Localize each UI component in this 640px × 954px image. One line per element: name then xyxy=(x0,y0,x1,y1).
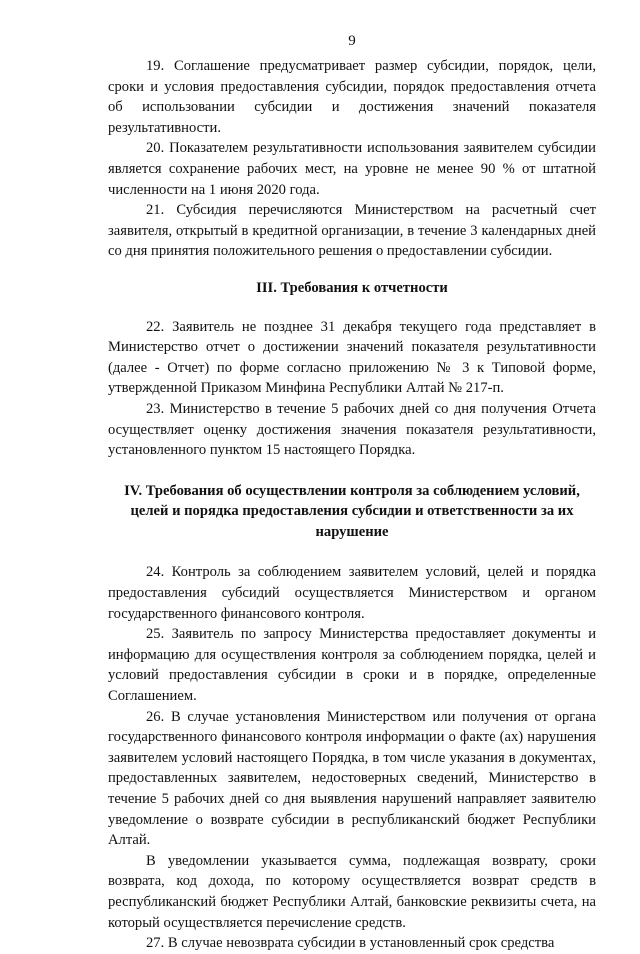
paragraph-19: 19. Соглашение предусматривает размер субсидии, порядок, цели, сроки и условия предоставления субсидии, порядок предоставления отчета об использовании субсидии и достижения значений показателя результативности. xyxy=(108,58,596,136)
paragraph-25: 25. Заявитель по запросу Министерства предоставляет документы и информацию для осуществления контроля за соблюдением порядка, целей и условий предоставления субсидии в сроки и в порядке, определенные Соглашением. xyxy=(108,626,596,705)
paragraph-21: 21. Субсидия перечисляются Министерством на расчетный счет заявителя, открытый в кредитной организации, в течение 3 календарных дней со дня принятия положительного решения о предоставлении субсидии. xyxy=(108,202,596,260)
section-4-heading xyxy=(108,481,596,543)
section-4-heading-line-2: целей и порядка предоставления субсидии и ответственности за их xyxy=(130,503,574,520)
paragraph-24: 24. Контроль за соблюдением заявителем условий, целей и порядка предоставления субсидий осуществляется Министерством и органом государственного финансового контроля. xyxy=(108,564,596,622)
page-number: 9 xyxy=(348,33,356,49)
paragraph-20: 20. Показателем результативности использования заявителем субсидии является сохранение рабочих мест, на уровне не менее 90 % от штатной численности на 1 июня 2020 года. xyxy=(108,140,596,198)
paragraph-22: 22. Заявитель не позднее 31 декабря текущего года представляет в Министерство отчет о достижении значений показателя результативности (далее - Отчет) по форме согласно приложению № 3 к Типовой форме, утвержденной Приказом Минфина Республики Алтай № 217-п. xyxy=(108,318,596,397)
paragraph-23: 23. Министерство в течение 5 рабочих дней со дня получения Отчета осуществляет оценку достижения значения показателя результативности, установленного пунктом 15 настоящего Порядка. xyxy=(108,400,596,459)
paragraph-27: 27. В случае невозврата субсидии в установленный срок средства xyxy=(146,935,555,952)
section-4-heading-line-1: IV. Требования об осуществлении контроля за соблюдением условий, xyxy=(124,482,580,499)
paragraph-26-notice: В уведомлении указывается сумма, подлежащая возврату, сроки возврата, код дохода, по которому осуществляется возврат средств в республиканский бюджет Республики Алтай, банковские реквизиты счета, на который осуществляется перечисление средств. xyxy=(108,852,596,931)
section-4-heading-line-3: нарушение xyxy=(315,523,389,540)
paragraph-26: 26. В случае установления Министерством или получения от органа государственного финансового контроля информации о факте (ах) нарушения заявителем условий настоящего Порядка, в том числе указания в документах, предоставленных заявителем, недостоверных сведений, Министерство в течение 5 рабочих дней со дня выявления нарушений направляет заявителю уведомление о возврате субсидии в республиканский бюджет Республики Алтай. xyxy=(108,708,596,849)
section-3-heading: III. Требования к отчетности xyxy=(256,279,448,296)
document-page xyxy=(108,32,596,954)
